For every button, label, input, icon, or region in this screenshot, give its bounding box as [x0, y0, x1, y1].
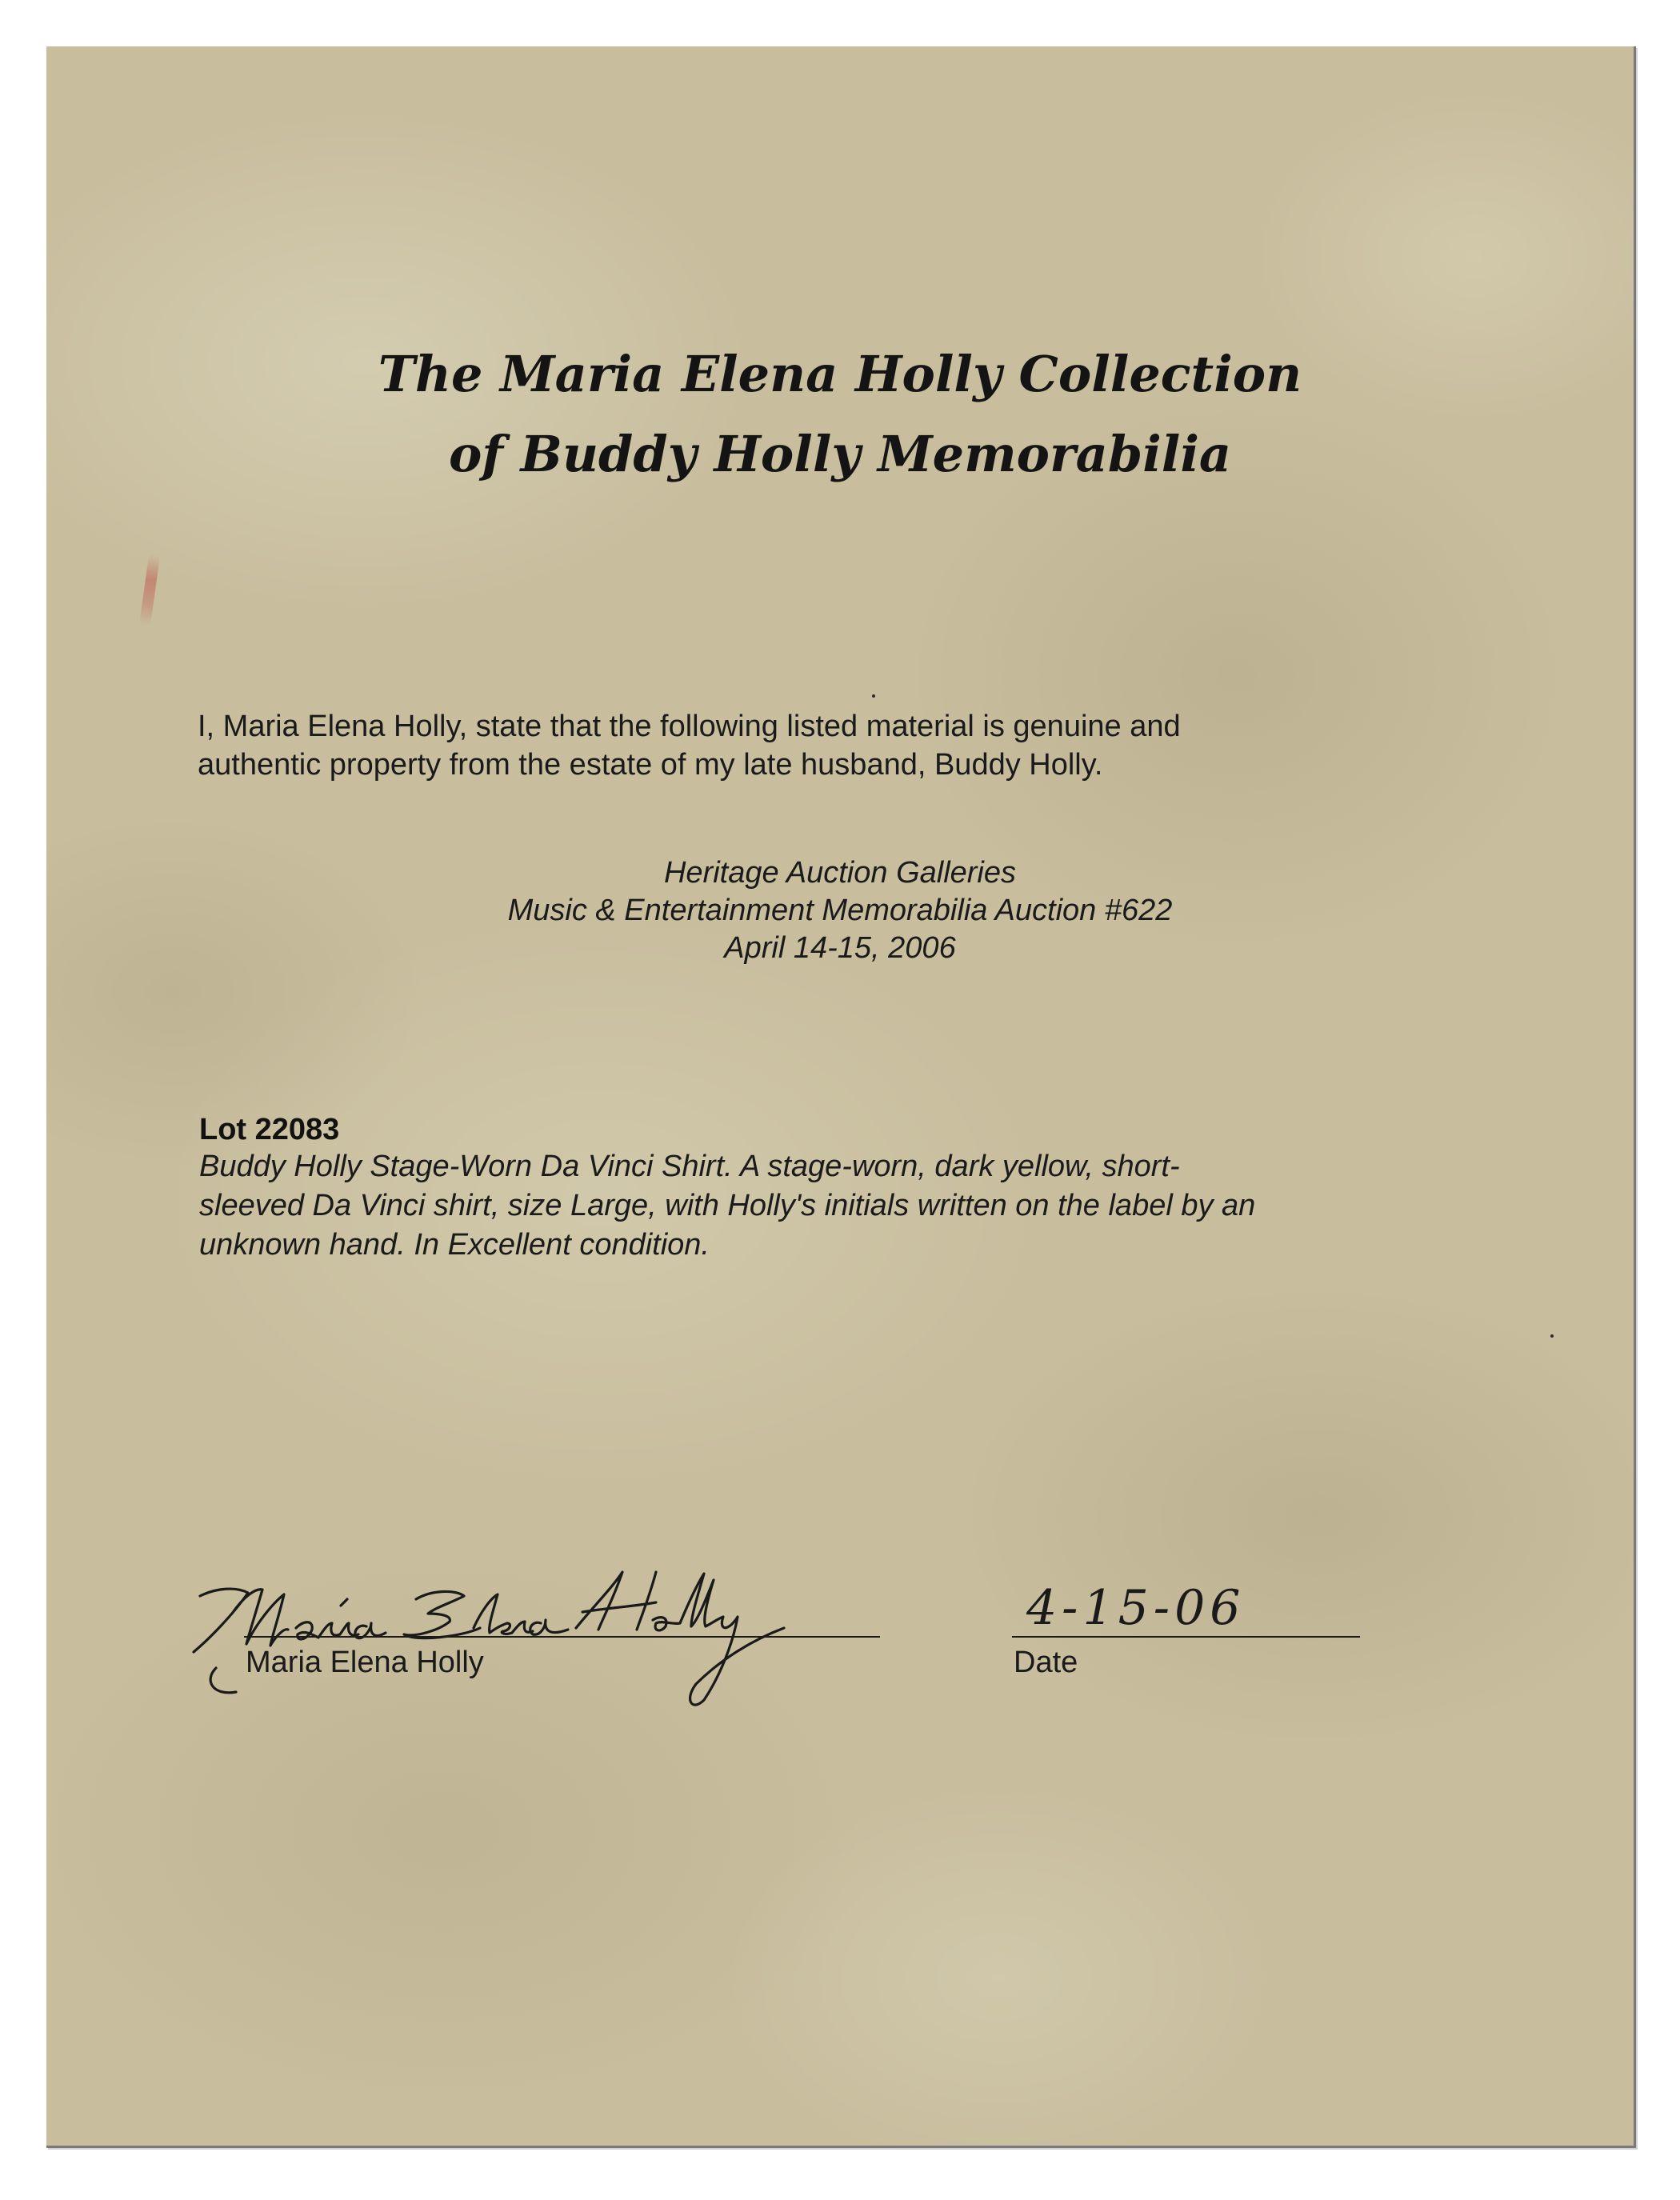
- document-title: [0, 334, 1680, 494]
- date-label: Date: [1014, 1646, 1078, 1679]
- title-line-2: of Buddy Holly Memorabilia: [448, 425, 1232, 483]
- auction-dates: April 14-15, 2006: [724, 931, 956, 965]
- handwritten-date: 4-15-06: [1026, 1580, 1246, 1636]
- statement-line-1: I, Maria Elena Holly, state that the following listed material is genuine and: [198, 710, 1181, 743]
- lot-description-line-1: Buddy Holly Stage-Worn Da Vinci Shirt. A stage-worn, dark yellow, short-: [199, 1150, 1180, 1183]
- lot-description-line-3: unknown hand. In Excellent condition.: [199, 1228, 710, 1262]
- speck: [872, 694, 875, 698]
- printed-name: Maria Elena Holly: [246, 1646, 484, 1679]
- handwritten-signature: [176, 1540, 896, 1724]
- lot-number: Lot 22083: [199, 1113, 340, 1146]
- lot-description-line-2: sleeved Da Vinci shirt, size Large, with Holly's initials written on the label by an: [199, 1189, 1256, 1222]
- title-line-1: The Maria Elena Holly Collection: [378, 345, 1302, 403]
- lot-description: [199, 1147, 1399, 1265]
- stain-mark: [139, 554, 160, 626]
- auction-name: Music & Entertainment Memorabilia Auction #622: [507, 894, 1173, 927]
- auction-house: Heritage Auction Galleries: [663, 856, 1017, 890]
- authenticity-statement: [198, 707, 1430, 784]
- date-line: [1012, 1636, 1360, 1638]
- auction-info: [0, 854, 1680, 967]
- statement-line-2: authentic property from the estate of my late husband, Buddy Holly.: [198, 748, 1103, 782]
- speck: [1550, 1334, 1554, 1338]
